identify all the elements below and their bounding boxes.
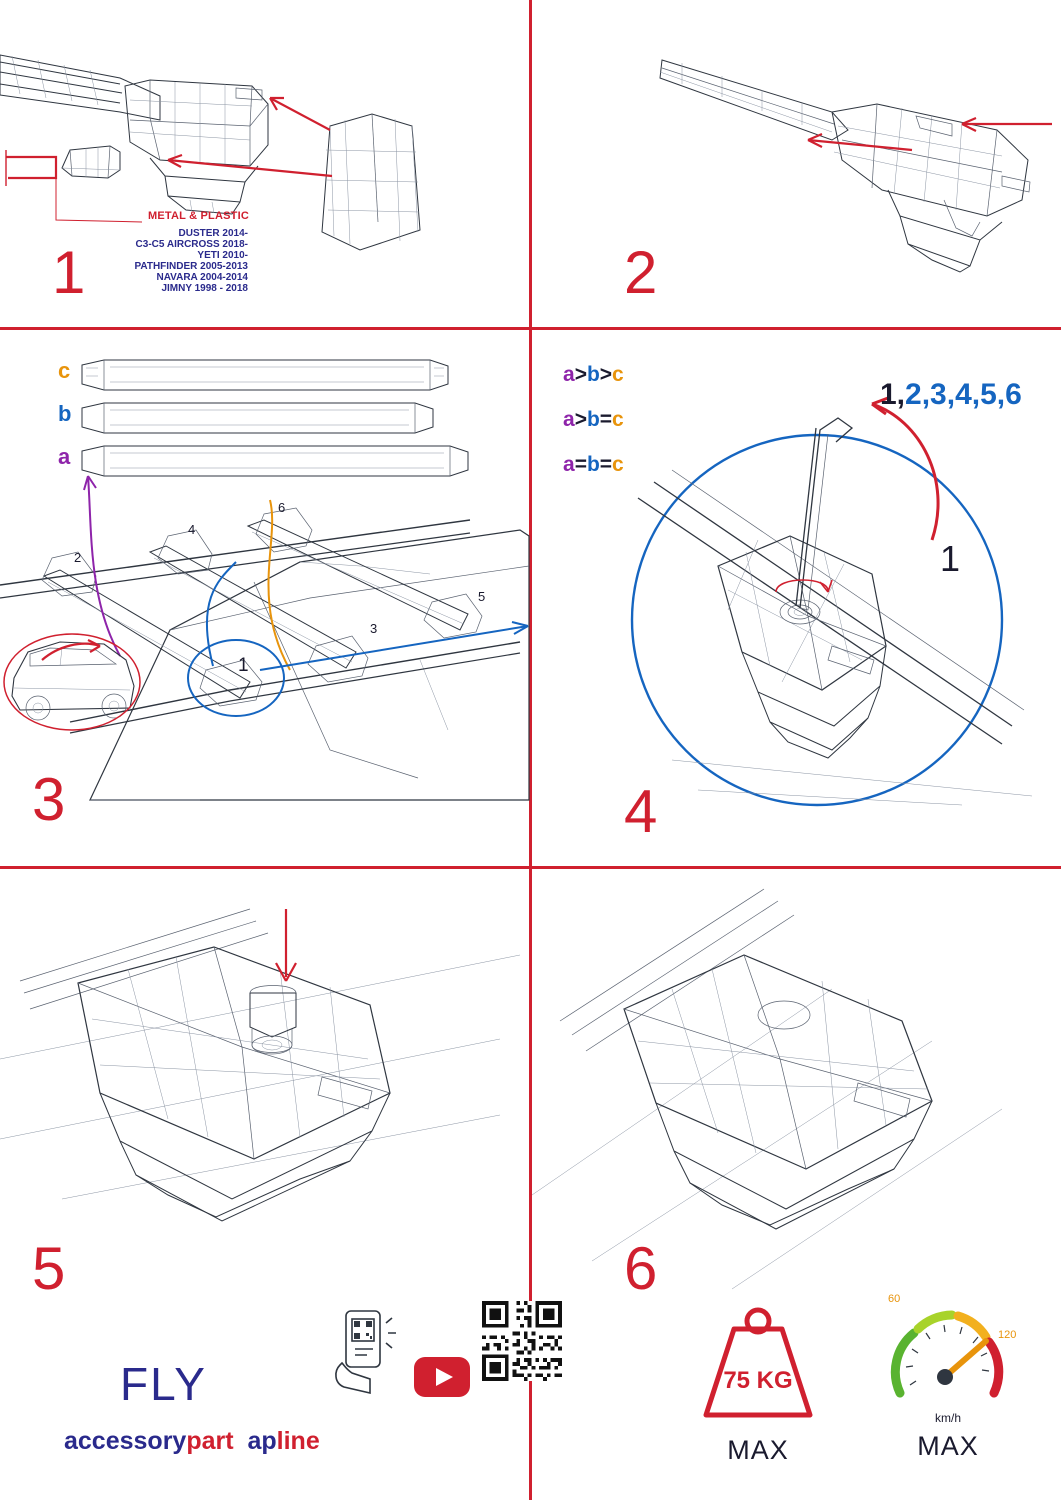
brand-accessory: accessory: [64, 1427, 187, 1455]
vehicle-list-item: NAVARA 2004-2014: [156, 272, 248, 283]
phone-scan-icon: [330, 1307, 406, 1399]
eq1-op1: >: [574, 363, 587, 386]
eq2-op1: >: [574, 408, 587, 431]
eq2-c: c: [612, 408, 624, 431]
eq1-a: a: [563, 363, 575, 386]
step6-illustration: [532, 869, 1061, 1309]
eq2-a: a: [563, 408, 575, 431]
eq3-b: b: [586, 453, 600, 476]
speed-unit-label: km/h: [934, 1411, 961, 1425]
metal-plastic-note: METAL & PLASTIC: [148, 210, 249, 222]
step-number-6: 6: [624, 1235, 656, 1302]
panel-step-4: [532, 330, 1061, 866]
youtube-play-icon[interactable]: [413, 1356, 471, 1398]
marker-3: 3: [370, 621, 378, 636]
marker-6: 6: [278, 500, 286, 515]
eq3-a: a: [563, 453, 575, 476]
vehicle-list-item: C3-C5 AIRCROSS 2018-: [135, 239, 248, 250]
weight-value: 75 KG: [723, 1367, 793, 1394]
panel-step-1: [0, 0, 529, 327]
step3-illustration: [0, 330, 529, 866]
gauge-min-value: 60: [888, 1293, 901, 1305]
vehicle-list-item: DUSTER 2014-: [178, 228, 248, 239]
panel-step-3: [0, 330, 624, 866]
eq3-op2: =: [599, 453, 613, 476]
bar-letter-c: c: [58, 358, 71, 383]
eq3-op1: =: [574, 453, 587, 476]
eq1-c: c: [612, 363, 624, 386]
brand-part: part: [186, 1427, 234, 1455]
bar-letter-b: b: [58, 401, 72, 426]
marker-2: 2: [74, 550, 82, 565]
brand-line: line: [276, 1427, 320, 1455]
brand-subtitle: [64, 1427, 320, 1456]
detail-label-1: 1: [940, 538, 961, 579]
panel-step-5: [0, 869, 529, 1500]
speed-limit-gauge-icon: [882, 1297, 1017, 1419]
weight-limit-icon: [694, 1303, 822, 1427]
step2-illustration: [532, 0, 1061, 327]
sequence-prefix: 1,: [880, 378, 906, 411]
step5-illustration: [0, 869, 529, 1309]
speed-max-label: MAX: [917, 1431, 979, 1461]
vehicle-list: [0, 228, 248, 294]
brand-ap: ap: [247, 1427, 277, 1455]
step-number-1: 1: [52, 239, 84, 306]
marker-5: 5: [478, 589, 486, 604]
panel-step-2: [532, 0, 1061, 327]
step-number-5: 5: [32, 1235, 64, 1302]
sequence-rest: 2,3,4,5,6: [905, 378, 1022, 411]
eq3-c: c: [612, 453, 624, 476]
bar-letter-a: a: [58, 444, 71, 469]
eq2-b: b: [586, 408, 600, 431]
vehicle-list-item: PATHFINDER 2005-2013: [134, 261, 248, 272]
vehicle-list-item: JIMNY 1998 - 2018: [161, 283, 248, 294]
eq2-op2: =: [599, 408, 613, 431]
brand-title: FLY: [120, 1358, 207, 1410]
gauge-max-value: 120: [998, 1329, 1017, 1341]
step-number-2: 2: [624, 239, 656, 306]
step-number-4: 4: [624, 778, 656, 845]
marker-1: 1: [238, 655, 249, 676]
eq1-b: b: [586, 363, 600, 386]
vehicle-list-item: YETI 2010-: [197, 250, 248, 261]
weight-max-label: MAX: [727, 1435, 789, 1465]
tighten-sequence: [880, 378, 1022, 412]
marker-4: 4: [188, 522, 196, 537]
panel-step-6: [532, 869, 1061, 1500]
eq1-op2: >: [599, 363, 613, 386]
step-number-3: 3: [32, 766, 64, 833]
